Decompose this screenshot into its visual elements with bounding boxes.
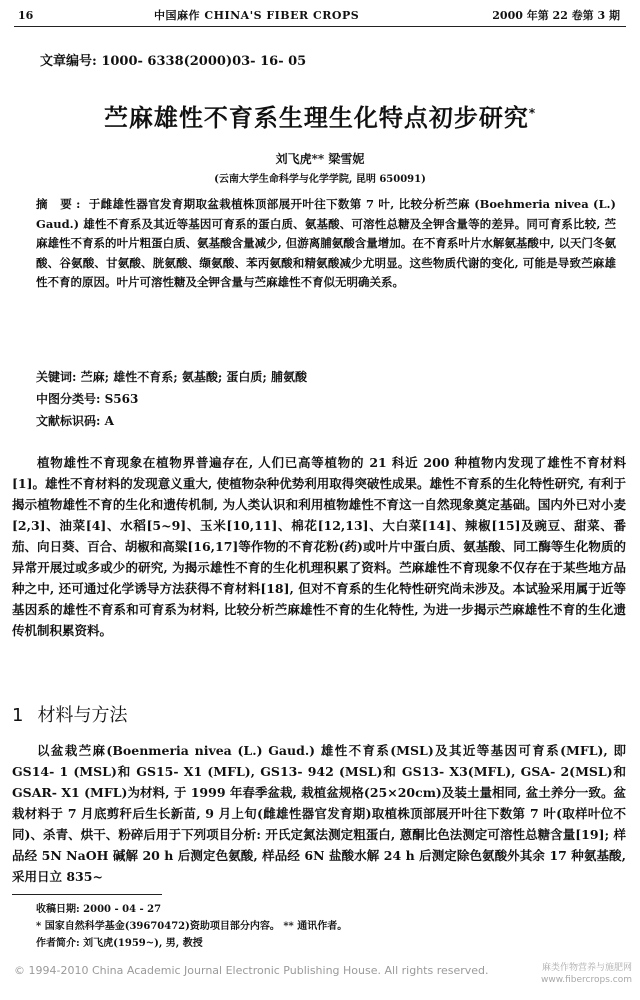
- section-heading: [12, 701, 141, 727]
- intro-paragraph: 植物雄性不育现象在植物界普遍存在, 人们已高等植物的 21 科近 200 种植物内发现了雄性不育材料[1]。雄性不育材料的发现意义重大, 使植物杂种优势利用取得突破性成果。雄性不育系的生化特性研究, 有利于揭示植物雄性不育的生化和遗传机制, 为人类认识和利用植物雄性不育这一自然现象奠定基础。国内外已对小麦[2,3]、油菜[4]、水稻[5~9]、玉米[10,11]、棉花[12,13]、大白菜[14]、辣椒[15]及豌豆、甜菜、番茄、向日葵、百合、胡椒和高粱[16,17]等作物的不育花粉(药)或叶片中蛋白质、氨基酸、同工酶等生化物质的异常开展过或多或少的研究, 为揭示雄性不育的生化机理积累了资料。苎麻雄性不育现象不仅存在于某些地方品种之中, 还可通过化学诱导方法获得不育材料[18], 但对不育系的生化特性研究尚未涉及。本试验采用属于近等基因系的雄性不育系和可育系为材料, 比较分析苎麻雄性不育的生化特性, 为进一步揭示苎麻雄性不育的生化遗传机制积累资料。: [12, 455, 626, 638]
- issue-info: 2000 年第 22 卷第 3 期: [492, 9, 620, 22]
- footnote-fund: * 国家自然科学基金(39670472)资助项目部分内容。 ** 通讯作者。: [36, 921, 348, 932]
- clc-number: 中图分类号: S563: [36, 392, 139, 406]
- journal-name: 中国麻作 CHINA'S FIBER CROPS: [154, 9, 360, 22]
- abstract-label: 摘 要:: [36, 197, 85, 211]
- copyright-notice: © 1994-2010 China Academic Journal Electronic Publishing House. All rights reserved.: [14, 964, 489, 977]
- title-text: 苎麻雄性不育系生理生化特点初步研究: [103, 104, 529, 132]
- document-code: 文献标识码: A: [36, 414, 114, 428]
- methods-paragraph: 以盆栽苎麻(Boenmeria nivea (L.) Gaud.) 雄性不育系(MSL)及其近等基因可育系(MFL), 即 GS14- 1 (MSL)和 GS15- X1 (MFL), GS13- 942 (MSL)和 GS13- X3(MFL), GSA- 2(MSL)和 GSAR- X1 (MFL)为材料, 于 1999 年春季盆栽, 栽植盆规格(25×20cm)及装土量相同, 盆土养分一致。盆栽材料于 7 月底剪秆后生长新苗, 9 月上旬(雌雄性器官发育期)取植株顶部展开叶往下数第 7 叶(取样叶位不同)、杀青、烘干、粉碎后用于下列项目分析: 开氏定氮法测定粗蛋白, 蒽酮比色法测定可溶性总糖含量[19]; 样品经 5N NaOH 碱解 20 h 后测定色氨酸, 样品经 6N 盐酸水解 24 h 后测定除色氨酸外其余 17 种氨基酸, 采用日立 835~: [12, 743, 626, 884]
- authors: 刘飞虎** 梁雪妮: [275, 152, 365, 166]
- section-number: 1: [12, 705, 24, 726]
- affiliation: (云南大学生命科学与化学学院, 昆明 650091): [214, 174, 426, 185]
- footnote-received: 收稿日期: 2000 - 04 - 27: [36, 904, 162, 915]
- footnote-bio: 作者简介: 刘飞虎(1959~), 男, 教授: [36, 938, 203, 949]
- section-title: 材料与方法: [37, 705, 128, 726]
- abstract: [36, 195, 616, 293]
- watermark-line1: 麻类作物营养与施肥网: [541, 963, 632, 973]
- keywords: 关键词: 苎麻; 雄性不育系; 氨基酸; 蛋白质; 脯氨酸: [36, 370, 308, 384]
- site-watermark: [520, 962, 632, 986]
- abstract-text: 于雌雄性器官发育期取盆栽植株顶部展开叶往下数第 7 叶, 比较分析苎麻 (Boehmeria nivea (L.) Gaud.) 雄性不育系及其近等基因可育系的蛋白质、氨基酸、可溶性总糖及全钾含量等的差异。同可育系比较, 苎麻雄性不育系的叶片粗蛋白质、氨基酸含量减少, 但游离脯氨酸含量增加。在不育系叶片水解氨基酸中, 以天门冬氨酸、谷氨酸、甘氨酸、胱氨酸、缬氨酸、苯丙氨酸和精氨酸减少尤明显。这些物质代谢的变化, 可能是导致苎麻雄性不育的原因。叶片可溶性糖及全钾含量与苎麻雄性不育似无明确关系。: [36, 197, 616, 289]
- running-header: [14, 6, 626, 27]
- article-id: 文章编号: 1000- 6338(2000)03- 16- 05: [40, 54, 307, 69]
- title-footnote-mark: *: [528, 106, 537, 120]
- page-number: 16: [18, 9, 34, 22]
- footnote-divider: [12, 894, 162, 895]
- watermark-line2: www.fibercrops.com: [541, 975, 632, 985]
- paper-title: [0, 98, 640, 133]
